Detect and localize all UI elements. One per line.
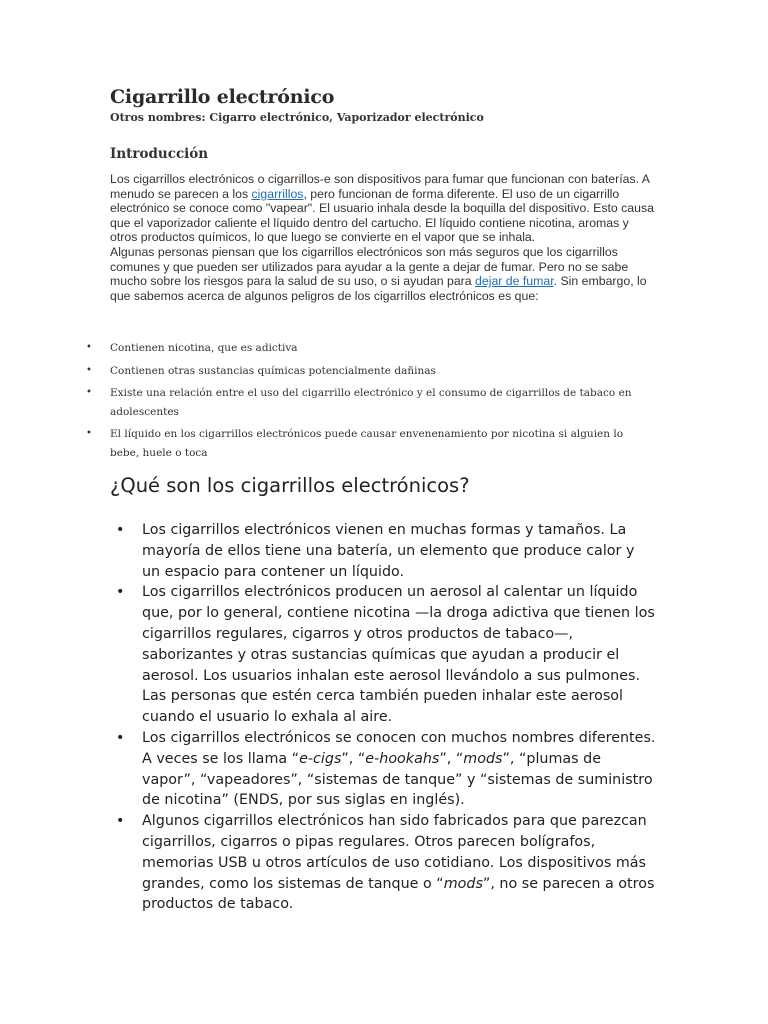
intro-heading: Introducción: [110, 146, 209, 162]
list-item: • Los cigarrillos electrónicos producen un aerosol al calentar un líquido que, por lo general, contiene nicotina —la droga adictiva que tienen los cigarrillos regulares, cigarros y otros productos de tabaco—, saborizantes y otras sustancias químicas que ayudan a producir el aerosol. Los usuarios inhalan este aerosol llevándolo a sus pulmones. Las personas que estén cerca también pueden inhalar este aerosol cuando el usuario lo exhala al aire.: [116, 582, 656, 728]
term-e-cigs: e-cigs: [299, 750, 342, 767]
list-item: • Los cigarrillos electrónicos vienen en muchas formas y tamaños. La mayoría de ellos tiene una batería, un elemento que produce calor y un espacio para contener un líquido.: [116, 520, 656, 582]
intro-paragraph-1: [110, 172, 655, 245]
dejar-de-fumar-link[interactable]: dejar de fumar: [475, 274, 554, 289]
list-item: • Contienen nicotina, que es adictiva: [86, 339, 646, 358]
section-list: [116, 520, 656, 915]
list-item: • Existe una relación entre el uso del cigarrillo electrónico y el consumo de cigarrillos de tabaco en adolescentes: [86, 384, 646, 421]
b3-sep-1: ”, “: [341, 750, 366, 767]
b3-text-pre: Los cigarrillos electrónicos se conocen con muchos nombres diferentes. A veces se los llama “: [142, 729, 656, 767]
intro-text: [110, 172, 655, 303]
b3-sep-2: ”, “: [439, 750, 464, 767]
intro-p2-text-b: . Sin embargo, lo que sabemos acerca de algunos peligros de los cigarrillos electrónicos es que:: [110, 274, 647, 303]
b3-text-post: ”, “plumas de vapor”, “vapeadores”, “sistemas de tanque” y “sistemas de suministro de nicotina” (ENDS, por sus siglas en inglés).: [142, 750, 653, 809]
intro-p1-text-a: Los cigarrillos electrónicos o cigarrillos-e son dispositivos para fumar que funcionan con baterías. A menudo se parecen a los: [110, 172, 650, 201]
page-subtitle: Otros nombres: Cigarro electrónico, Vaporizador electrónico: [110, 111, 484, 124]
list-item: • El líquido en los cigarrillos electrónicos puede causar envenenamiento por nicotina si alguien lo bebe, huele o toca: [86, 425, 646, 462]
risk-list: [86, 339, 646, 466]
intro-p1-text-b: , pero funcionan de forma diferente. El uso de un cigarrillo electrónico se conoce como "vapear". El usuario inhala desde la boquilla del dispositivo. Esto causa que el vaporizador caliente el líquido dentro del cartucho. El líquido contiene nicotina, aromas y otros productos químicos, lo que luego se convierte en el vapor que se inhala.: [110, 186, 654, 245]
term-mods: mods: [443, 875, 483, 892]
intro-paragraph-2: [110, 245, 655, 303]
page-title: Cigarrillo electrónico: [110, 86, 335, 108]
list-item: [116, 728, 656, 811]
section-heading: ¿Qué son los cigarrillos electrónicos?: [110, 474, 470, 497]
term-e-hookahs: e-hookahs: [365, 750, 440, 767]
list-item: • Contienen otras sustancias químicas potencialmente dañinas: [86, 362, 646, 381]
b4-text-pre: Algunos cigarrillos electrónicos han sido fabricados para que parezcan cigarrillos, cigarros o pipas regulares. Otros parecen bolígrafos, memorias USB u otros artículos de uso cotidiano. Los dispositivos más grandes, como los sistemas de tanque o “: [142, 813, 647, 892]
list-item: [116, 811, 656, 915]
b4-text-post: ”, no se parecen a otros productos de tabaco.: [142, 875, 655, 913]
cigarrillos-link[interactable]: cigarrillos: [251, 186, 304, 201]
term-mods: mods: [463, 750, 503, 767]
intro-p2-text-a: Algunas personas piensan que los cigarrillos electrónicos son más seguros que los cigarrillos comunes y que pueden ser utilizados para ayudar a la gente a dejar de fumar. Pero no se sabe mucho sobre los riesgos para la salud de su uso, o si ayudan para: [110, 244, 629, 289]
